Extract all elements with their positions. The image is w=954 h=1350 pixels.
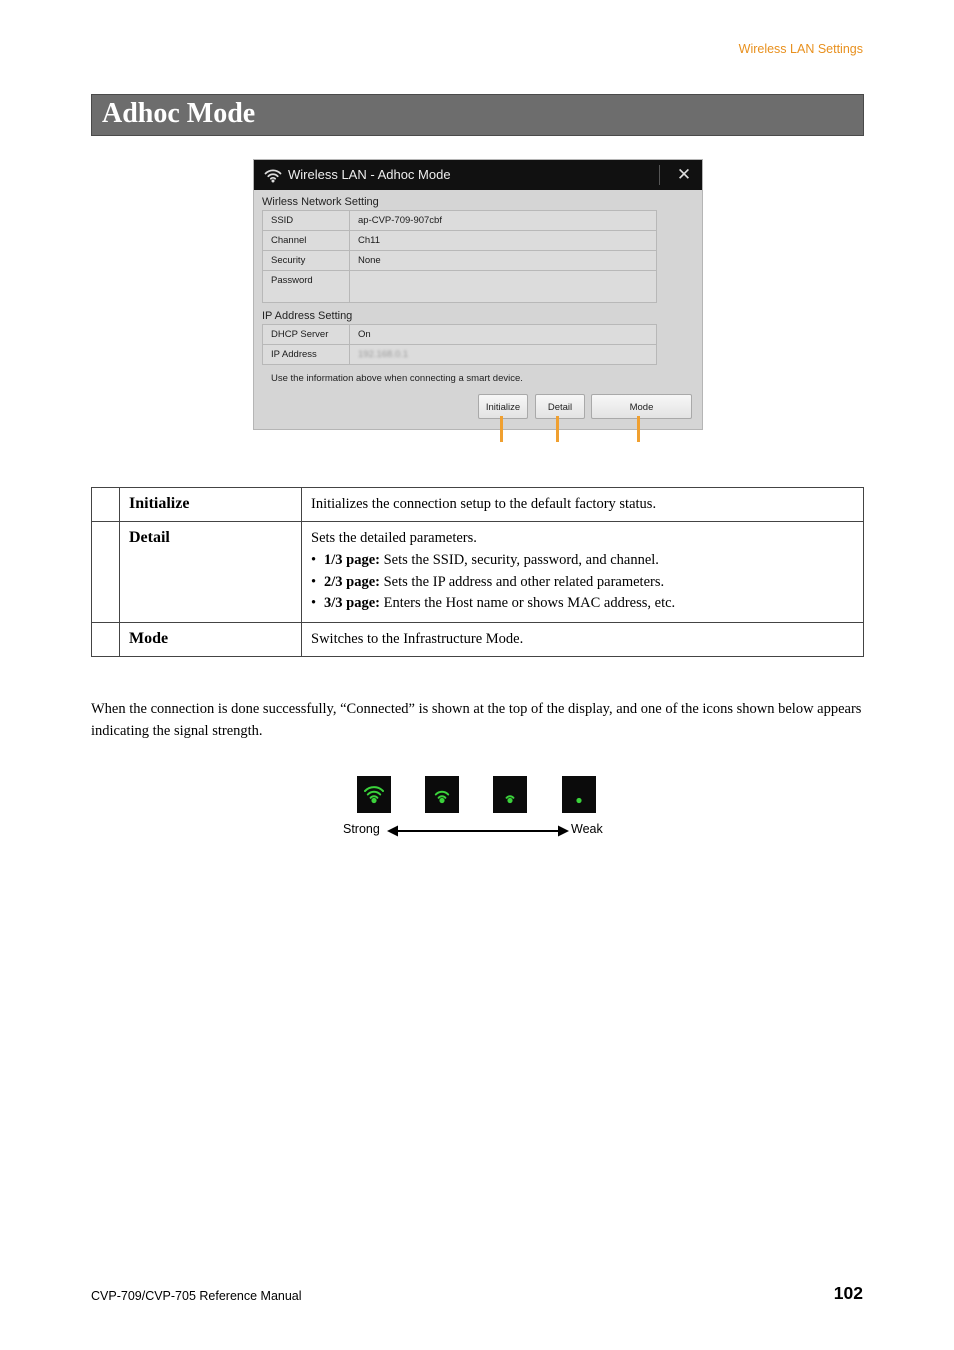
section-title-bar bbox=[91, 94, 864, 136]
bullet-term: 1/3 page: bbox=[324, 552, 380, 568]
setting-value-blurred bbox=[350, 345, 657, 365]
screen-titlebar bbox=[254, 160, 702, 190]
strength-arrow bbox=[387, 824, 569, 838]
callout-line-mode bbox=[637, 416, 640, 442]
setting-value bbox=[350, 271, 657, 303]
weak-label: Weak bbox=[571, 822, 603, 836]
adhoc-mode-screen bbox=[253, 159, 703, 430]
param-description: Switches to the Infrastructure Mode. bbox=[302, 622, 864, 656]
setting-value: Ch11 bbox=[350, 231, 657, 251]
setting-row-security[interactable] bbox=[263, 251, 657, 271]
setting-row-channel[interactable] bbox=[263, 231, 657, 251]
wifi-low-icon bbox=[493, 776, 527, 813]
param-description-cell bbox=[302, 522, 864, 623]
setting-label: SSID bbox=[263, 211, 350, 231]
callout-line-detail bbox=[556, 416, 559, 442]
table-row bbox=[92, 622, 864, 656]
network-settings-table bbox=[262, 210, 657, 303]
list-item bbox=[324, 572, 854, 594]
list-item bbox=[324, 550, 854, 572]
param-description: Sets the detailed parameters. bbox=[311, 530, 477, 546]
setting-row-dhcp[interactable] bbox=[263, 325, 657, 345]
wifi-weak-icon bbox=[562, 776, 596, 813]
param-name: Detail bbox=[120, 522, 302, 623]
ip-address-value: 192.168.0.1 bbox=[358, 349, 409, 360]
row-number-cell bbox=[92, 622, 120, 656]
initialize-button[interactable]: Initialize bbox=[478, 394, 528, 419]
row-number-cell bbox=[92, 488, 120, 522]
screen-title: Wireless LAN - Adhoc Mode bbox=[288, 167, 451, 182]
bullet-text: Enters the Host name or shows MAC address, etc. bbox=[379, 595, 676, 611]
bullet-term: 2/3 page: bbox=[324, 573, 380, 590]
section-title: Adhoc Mode bbox=[102, 98, 256, 129]
ip-group-label: IP Address Setting bbox=[262, 310, 353, 322]
footer-manual-title: CVP-709/CVP-705 Reference Manual bbox=[91, 1289, 302, 1303]
wifi-medium-icon bbox=[425, 776, 459, 813]
setting-value: ap-CVP-709-907cbf bbox=[350, 211, 657, 231]
setting-label: Security bbox=[263, 251, 350, 271]
bullet-text: Sets the IP address and other related parameters. bbox=[379, 573, 665, 590]
setting-label: DHCP Server bbox=[263, 325, 350, 345]
row-number-cell bbox=[92, 522, 120, 623]
setting-label: Channel bbox=[263, 231, 350, 251]
parameter-table bbox=[91, 487, 864, 657]
param-name: Initialize bbox=[120, 488, 302, 522]
detail-bullet-list bbox=[311, 550, 854, 615]
setting-value: On bbox=[350, 325, 657, 345]
detail-button[interactable]: Detail bbox=[535, 394, 585, 419]
callout-line-initialize bbox=[500, 416, 503, 442]
param-description: Initializes the connection setup to the default factory status. bbox=[302, 488, 864, 522]
connection-note: Use the information above when connecting a smart device. bbox=[271, 373, 523, 384]
close-icon[interactable]: ✕ bbox=[676, 165, 692, 184]
table-row bbox=[92, 488, 864, 522]
page-number: 102 bbox=[833, 1283, 863, 1303]
setting-row-password[interactable] bbox=[263, 271, 657, 303]
bullet-term: 3/3 page: bbox=[324, 595, 380, 611]
table-row bbox=[92, 522, 864, 623]
strong-label: Strong bbox=[343, 822, 380, 836]
list-item bbox=[324, 593, 854, 615]
param-name: Mode bbox=[120, 622, 302, 656]
bullet-text: Sets the SSID, security, password, and channel. bbox=[379, 552, 659, 568]
setting-label: Password bbox=[263, 271, 350, 303]
titlebar-separator bbox=[659, 165, 660, 185]
network-group-label: Wirless Network Setting bbox=[262, 196, 379, 208]
wifi-strong-icon bbox=[357, 776, 391, 813]
setting-label: IP Address bbox=[263, 345, 350, 365]
body-paragraph: When the connection is done successfully, “Connected” is shown at the top of the display, and one of the icons shown below appears indicating the signal strength. bbox=[91, 701, 862, 739]
mode-button[interactable]: Mode bbox=[591, 394, 692, 419]
setting-value: None bbox=[350, 251, 657, 271]
setting-row-ssid[interactable] bbox=[263, 211, 657, 231]
ip-settings-table bbox=[262, 324, 657, 365]
running-header: Wireless LAN Settings bbox=[738, 42, 863, 56]
setting-row-ip-address[interactable] bbox=[263, 345, 657, 365]
wifi-icon bbox=[264, 167, 282, 188]
